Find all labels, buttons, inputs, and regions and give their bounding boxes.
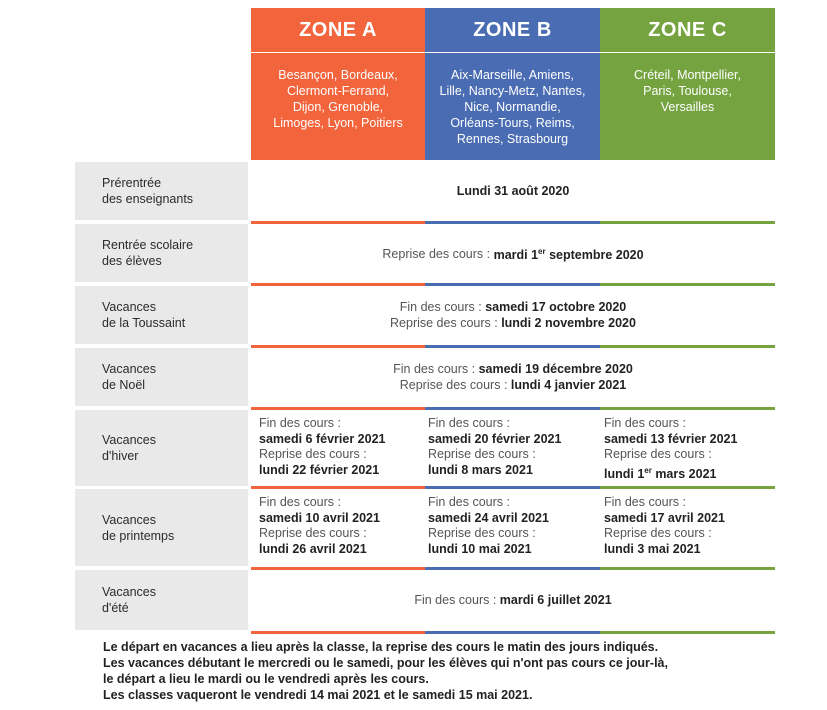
reprise-label: Reprise des cours : (604, 447, 712, 461)
fin-value: samedi 17 avril 2021 (604, 510, 725, 525)
reprise-value: lundi 26 avril 2021 (259, 541, 367, 556)
row-body (251, 410, 775, 486)
row-content (251, 286, 775, 344)
row-rentree (75, 224, 775, 282)
city-line: Nice, Normandie, (464, 100, 561, 114)
fin-value: mardi 6 juillet 2021 (499, 593, 612, 607)
row-body (251, 489, 775, 566)
footnotes (103, 639, 668, 703)
label-line: Vacances (102, 362, 156, 376)
city-line: Orléans-Tours, Reims, (450, 116, 575, 130)
fin-line (400, 299, 627, 315)
label-line: d'été (102, 601, 129, 615)
zone-b-cities (425, 53, 600, 160)
reprise-value-part: lundi 1 (604, 466, 645, 481)
label-line: Vacances (102, 300, 156, 314)
row-content (251, 348, 775, 406)
fin-value: samedi 19 décembre 2020 (478, 362, 633, 376)
fin-label: Fin des cours : (393, 362, 479, 376)
label-line: Rentrée scolaire (102, 238, 194, 252)
reprise-value: lundi 10 mai 2021 (428, 541, 532, 556)
row-ete (75, 570, 775, 630)
zone-c-dates (604, 416, 737, 482)
row-toussaint (75, 286, 775, 344)
city-line: Aix-Marseille, Amiens, (451, 68, 574, 82)
city-line: Limoges, Lyon, Poitiers (273, 116, 403, 130)
row-hiver (75, 410, 775, 486)
city-line: Besançon, Bordeaux, (278, 68, 398, 82)
date-value: Lundi 31 août 2020 (456, 184, 570, 198)
row-label (75, 162, 248, 220)
label-line: de printemps (102, 528, 175, 543)
row-noel (75, 348, 775, 406)
label-line: des enseignants (102, 192, 194, 206)
fin-value: samedi 10 avril 2021 (259, 510, 380, 525)
city-line: Versailles (660, 100, 715, 114)
reprise-label: Reprise des cours : (382, 247, 494, 262)
row-label (75, 286, 248, 344)
zone-b-dates (428, 495, 549, 557)
label-line: de la Toussaint (102, 316, 186, 330)
label-line: Vacances (102, 433, 156, 447)
reprise-label: Reprise des cours : (428, 447, 536, 461)
zone-c-cities (600, 53, 775, 160)
fin-label: Fin des cours : (428, 416, 510, 430)
fin-value: samedi 24 avril 2021 (428, 510, 549, 525)
label-line: Vacances (102, 512, 156, 527)
reprise-label: Reprise des cours : (259, 526, 367, 540)
footnote-line: le départ a lieu le mardi ou le vendredi après les cours. (103, 672, 429, 686)
row-printemps (75, 489, 775, 566)
row-body (251, 162, 775, 220)
reprise-line (400, 377, 627, 393)
label-line: des élèves (102, 254, 162, 268)
city-line: Dijon, Grenoble, (292, 100, 384, 114)
ordinal-sup: er (538, 246, 546, 256)
fin-line (393, 361, 633, 377)
zone-b-header: ZONE B (425, 8, 600, 52)
city-line: Rennes, Strasbourg (456, 132, 569, 146)
row-content (251, 570, 775, 630)
fin-value: samedi 6 février 2021 (259, 431, 386, 446)
fin-value: samedi 20 février 2021 (428, 431, 562, 446)
row-prerentree (75, 162, 775, 220)
city-line: Lille, Nancy-Metz, Nantes, (439, 84, 586, 98)
fin-label: Fin des cours : (604, 416, 686, 430)
reprise-value-part: septembre 2020 (545, 247, 644, 262)
reprise-label: Reprise des cours : (259, 447, 367, 461)
zone-a-dates (259, 495, 380, 557)
city-line: Paris, Toulouse, (643, 84, 732, 98)
row-label (75, 489, 248, 566)
zone-b-dates (428, 416, 561, 478)
reprise-line (390, 315, 636, 331)
zone-b-divider (425, 631, 600, 634)
reprise-value-part: mars 2021 (651, 466, 717, 481)
reprise-value (604, 463, 737, 483)
row-label (75, 348, 248, 406)
row-content (251, 224, 775, 282)
row-label (75, 410, 248, 486)
zone-c-divider (600, 631, 775, 634)
fin-label: Fin des cours : (604, 495, 686, 509)
reprise-label: Reprise des cours : (399, 378, 511, 392)
row-label (75, 570, 248, 630)
row-body (251, 224, 775, 282)
reprise-value: lundi 8 mars 2021 (428, 462, 533, 477)
fin-value: samedi 17 octobre 2020 (485, 300, 627, 314)
row-body (251, 348, 775, 406)
zone-a-dates (259, 416, 385, 478)
city-line: Clermont-Ferrand, (286, 84, 390, 98)
row-label (75, 224, 248, 282)
fin-value: samedi 13 février 2021 (604, 431, 738, 446)
row-body (251, 570, 775, 630)
label-line: de Noël (102, 378, 146, 392)
label-line: Vacances (102, 585, 156, 599)
reprise-value: lundi 4 janvier 2021 (510, 378, 627, 392)
fin-label: Fin des cours : (259, 495, 341, 509)
label-line: d'hiver (102, 449, 139, 463)
fin-label: Fin des cours : (399, 300, 486, 314)
zone-a-divider (251, 631, 425, 634)
zone-c-header: ZONE C (600, 8, 775, 52)
reprise-value (494, 248, 644, 262)
footnote-line: Les classes vaqueront le vendredi 14 mai 2021 et le samedi 15 mai 2021. (103, 688, 533, 702)
label-line: Prérentrée (102, 176, 162, 190)
reprise-value-part: mardi 1 (493, 247, 539, 262)
fin-label: Fin des cours : (414, 593, 500, 607)
reprise-label: Reprise des cours : (390, 316, 502, 330)
city-line: Créteil, Montpellier, (634, 68, 741, 82)
reprise-value: lundi 3 mai 2021 (604, 541, 701, 556)
zone-c-dates (604, 495, 725, 557)
reprise-label: Reprise des cours : (604, 526, 712, 540)
row-body (251, 286, 775, 344)
fin-label: Fin des cours : (259, 416, 341, 430)
row-content (251, 162, 775, 220)
reprise-label: Reprise des cours : (428, 526, 536, 540)
reprise-value: lundi 2 novembre 2020 (501, 316, 636, 330)
footnote-line: Les vacances débutant le mercredi ou le samedi, pour les élèves qui n'ont pas cours ce jour-là, (103, 656, 668, 670)
footnote-line: Le départ en vacances a lieu après la classe, la reprise des cours le matin des jours indiqués. (103, 640, 659, 654)
zone-a-cities (251, 53, 425, 160)
zone-a-header: ZONE A (251, 8, 425, 52)
fin-label: Fin des cours : (428, 495, 510, 509)
ordinal-sup: er (644, 465, 652, 475)
reprise-value: lundi 22 février 2021 (259, 462, 380, 477)
